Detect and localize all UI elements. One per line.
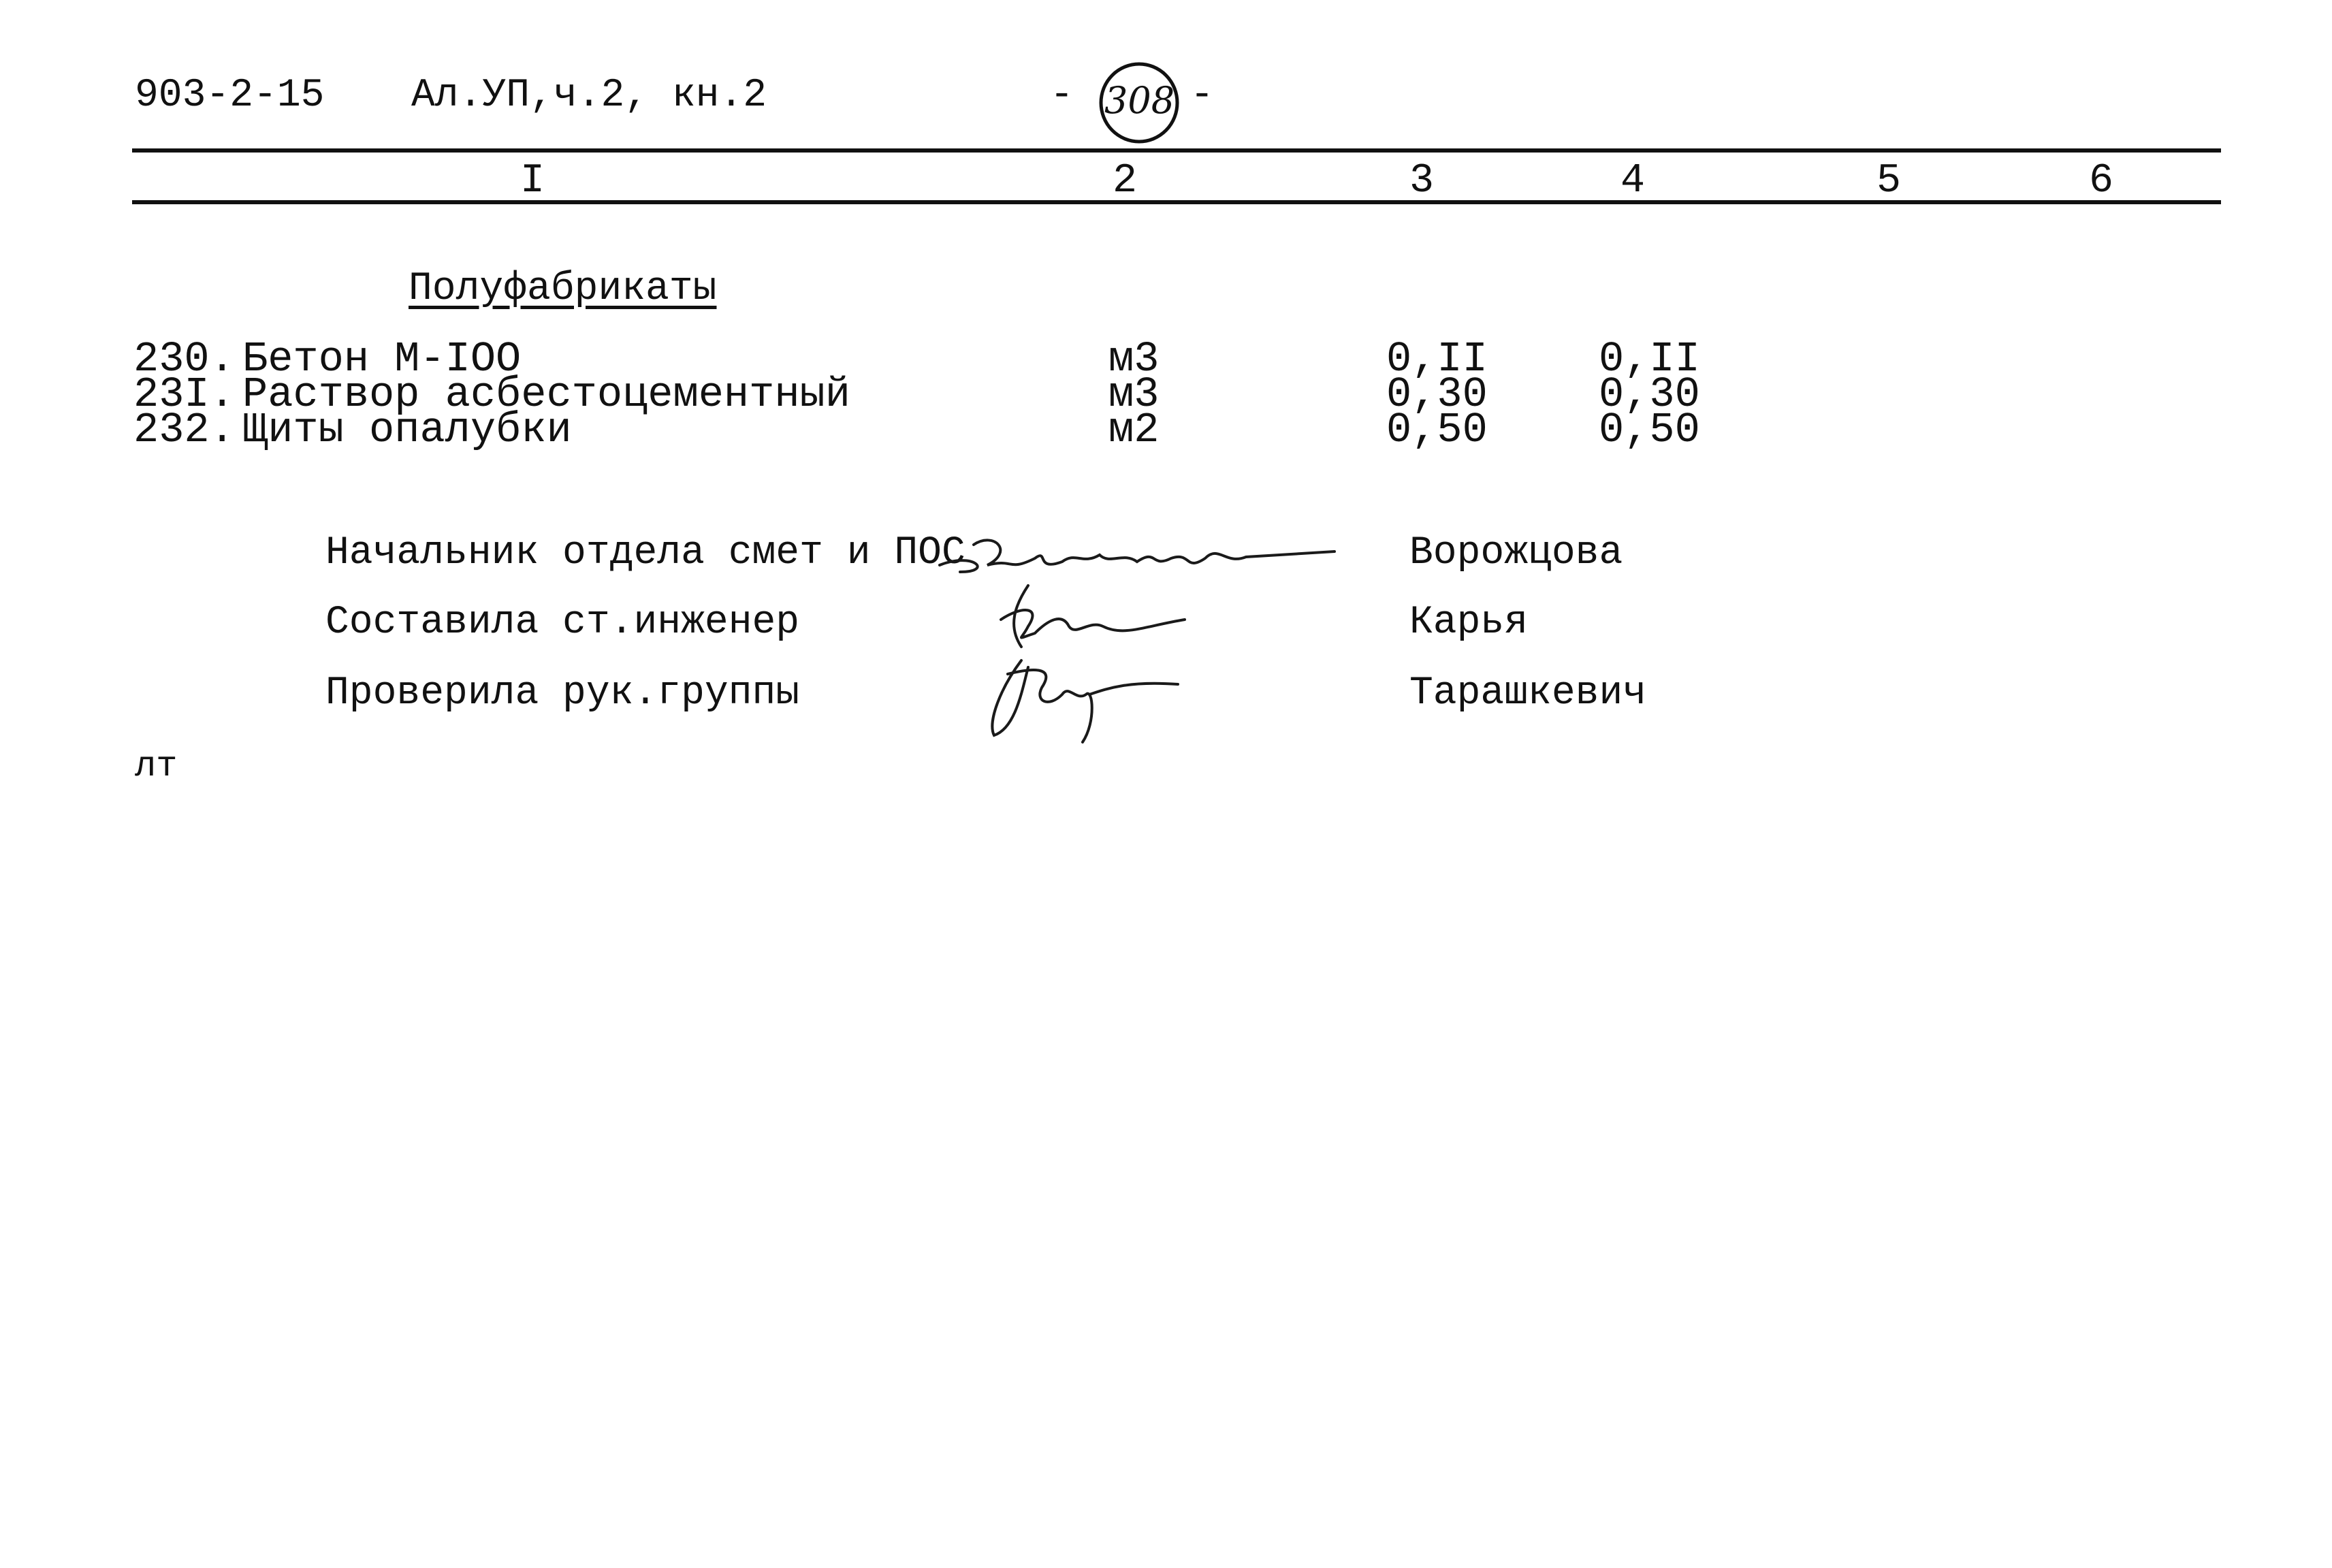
section-title: Полуфабрикаты — [409, 267, 717, 311]
album-reference: Ал.УП,ч.2, кн.2 — [411, 74, 767, 118]
table-header-bottom-rule — [132, 200, 2221, 204]
column-number-4: 4 — [1620, 158, 1646, 204]
row-name: Щиты опалубки — [242, 406, 572, 454]
page-dash-right: - — [1190, 74, 1214, 118]
table-top-rule — [132, 148, 2221, 153]
row-unit: м2 — [1108, 406, 1160, 454]
row-col3: 0,30 — [1386, 370, 1488, 419]
row-number: 230. — [133, 335, 235, 383]
signature-name-head: Ворожцова — [1409, 531, 1623, 575]
column-number-5: 5 — [1876, 158, 1902, 204]
row-unit: м3 — [1108, 370, 1160, 419]
page-dash-left: - — [1050, 74, 1074, 118]
signature-name-compiler: Карья — [1409, 601, 1529, 645]
page-number: 308 — [1104, 79, 1175, 122]
row-col4: 0,II — [1599, 335, 1700, 383]
signature-tarashkevich — [974, 647, 1198, 749]
row-col4: 0,30 — [1599, 370, 1700, 419]
row-name: Раствор асбестоцементный — [242, 370, 850, 419]
row-col3: 0,II — [1386, 335, 1488, 383]
row-number: 23I. — [133, 370, 235, 419]
signature-role-checker: Проверила рук.группы — [325, 671, 800, 716]
row-name: Бетон М-IOO — [242, 335, 522, 383]
document-code: 903-2-15 — [135, 74, 325, 118]
column-number-3: 3 — [1409, 158, 1435, 204]
row-number: 232. — [133, 406, 235, 454]
row-col4: 0,50 — [1599, 406, 1700, 454]
column-number-1: I — [520, 158, 545, 204]
row-unit: м3 — [1108, 335, 1160, 383]
signature-name-checker: Тарашкевич — [1409, 671, 1647, 716]
column-number-2: 2 — [1113, 158, 1138, 204]
column-number-6: 6 — [2089, 158, 2114, 204]
signature-role-head: Начальник отдела смет и ПОС — [325, 531, 965, 575]
row-col3: 0,50 — [1386, 406, 1488, 454]
signature-role-compiler: Составила ст.инженер — [325, 601, 800, 645]
footer-mark: лт — [135, 746, 178, 786]
